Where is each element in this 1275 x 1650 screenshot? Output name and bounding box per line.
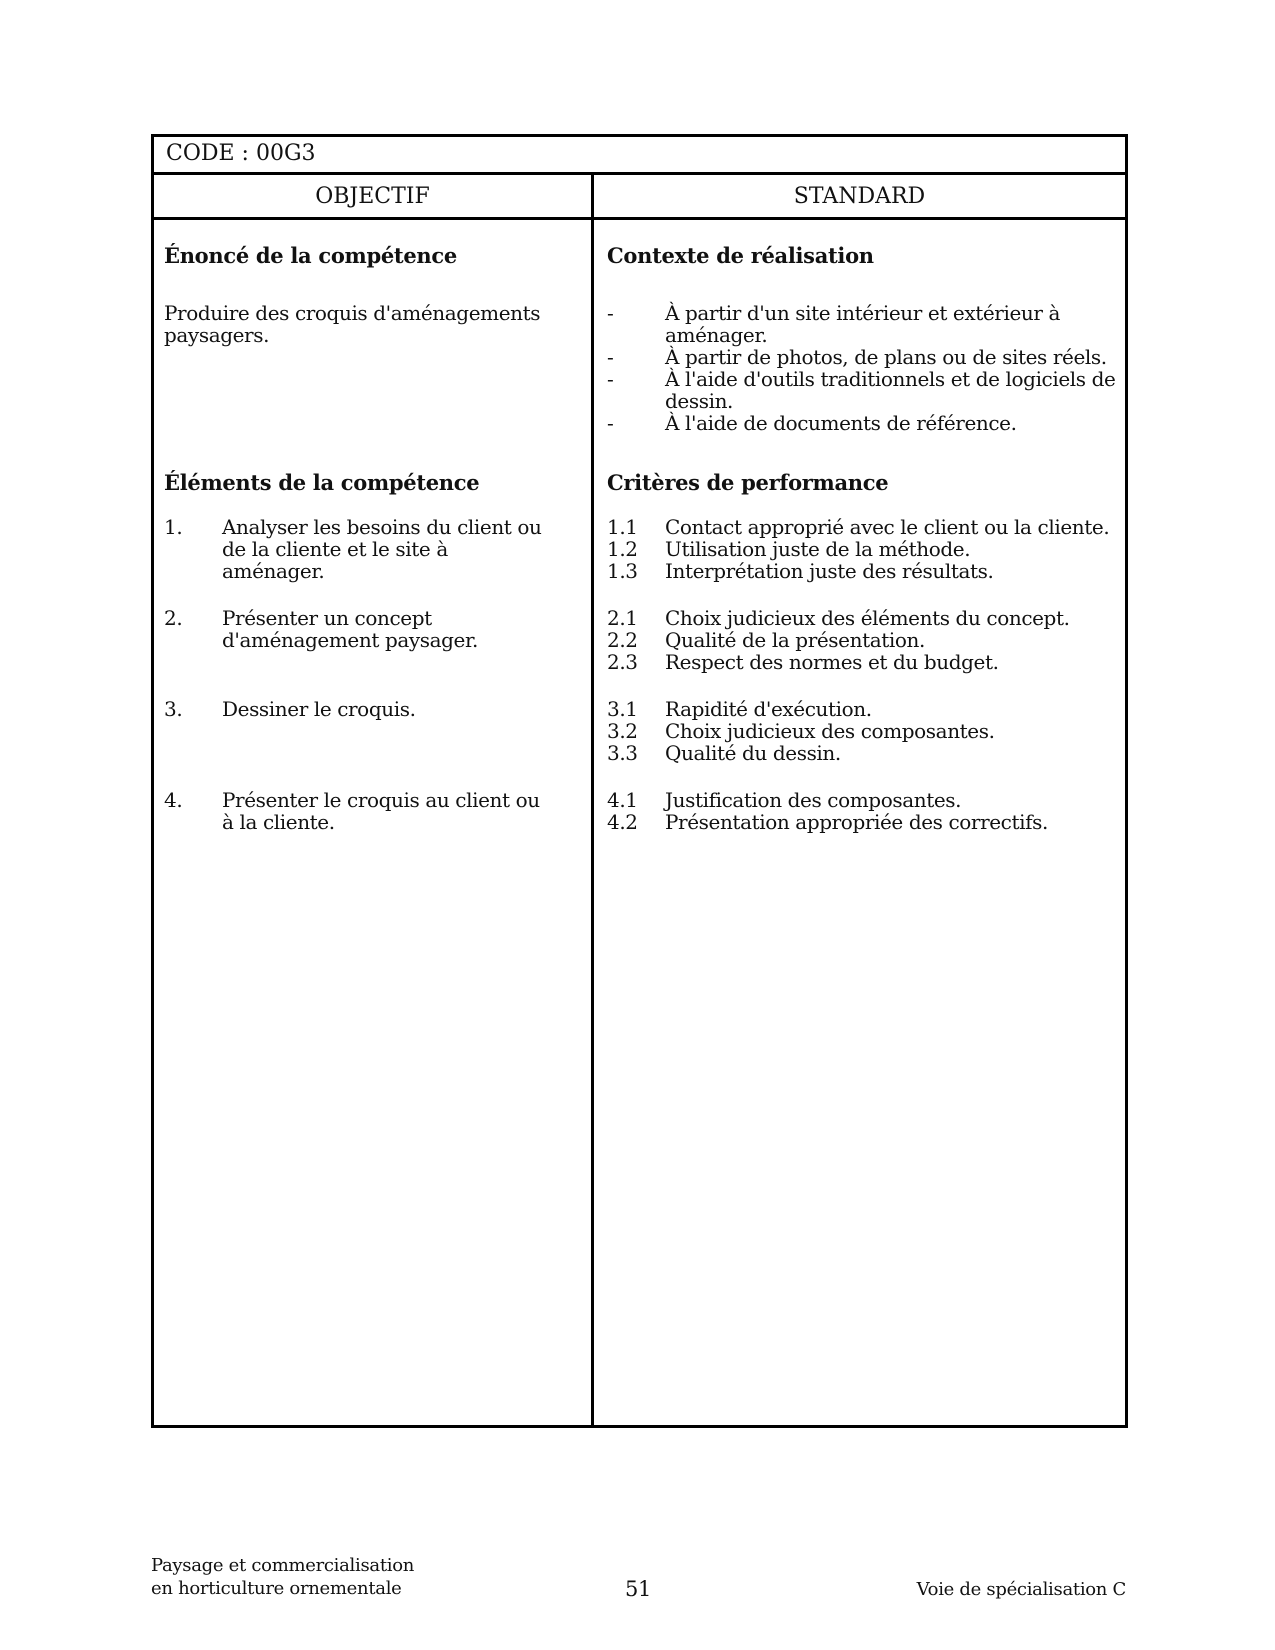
criteres-group bbox=[607, 698, 1117, 764]
bullet: - bbox=[607, 367, 614, 391]
header-standard: STANDARD bbox=[793, 184, 926, 209]
critere-item bbox=[607, 560, 1117, 582]
element-number: 1. bbox=[164, 515, 183, 539]
criteres-group bbox=[607, 607, 1117, 673]
element-text: Analyser les besoins du client ou de la cliente et le site à aménager. bbox=[222, 515, 542, 583]
elements-title: Éléments de la compétence bbox=[164, 470, 480, 495]
critere-text: Contact approprié avec le client ou la cliente. bbox=[665, 515, 1110, 539]
critere-number: 3.3 bbox=[607, 741, 638, 765]
element-text: Présenter un concept d'aménagement paysager. bbox=[222, 606, 478, 652]
critere-number: 2.2 bbox=[607, 628, 638, 652]
critere-item bbox=[607, 516, 1117, 538]
bullet: - bbox=[607, 301, 614, 325]
contexte-text: À partir d'un site intérieur et extérieur à aménager. bbox=[665, 301, 1061, 347]
element-number: 3. bbox=[164, 697, 183, 721]
footer-program-line1: Paysage et commercialisation bbox=[151, 1555, 415, 1576]
critere-number: 4.1 bbox=[607, 788, 638, 812]
contexte-item bbox=[607, 368, 1117, 412]
footer-left bbox=[151, 1554, 414, 1600]
element-item bbox=[164, 789, 549, 833]
critere-item bbox=[607, 698, 1117, 720]
critere-number: 3.1 bbox=[607, 697, 638, 721]
enonce-title: Énoncé de la compétence bbox=[164, 243, 457, 268]
critere-number: 1.1 bbox=[607, 515, 638, 539]
footer-right: Voie de spécialisation C bbox=[916, 1579, 1126, 1600]
bullet: - bbox=[607, 345, 614, 369]
critere-text: Présentation appropriée des correctifs. bbox=[665, 810, 1048, 834]
critere-number: 1.3 bbox=[607, 559, 638, 583]
critere-number: 3.2 bbox=[607, 719, 638, 743]
element-text: Dessiner le croquis. bbox=[222, 697, 416, 721]
header-row bbox=[154, 175, 1125, 220]
code-label: CODE : 00G3 bbox=[154, 137, 1125, 175]
element-item bbox=[164, 516, 549, 582]
critere-text: Choix judicieux des composantes. bbox=[665, 719, 995, 743]
critere-text: Rapidité d'exécution. bbox=[665, 697, 872, 721]
contexte-list bbox=[607, 302, 1117, 434]
footer-program-line2: en horticulture ornementale bbox=[151, 1578, 402, 1599]
critere-item bbox=[607, 607, 1117, 629]
element-number: 2. bbox=[164, 606, 183, 630]
critere-text: Justification des composantes. bbox=[665, 788, 962, 812]
contexte-item bbox=[607, 412, 1117, 434]
objectif-column bbox=[154, 220, 591, 1425]
critere-text: Respect des normes et du budget. bbox=[665, 650, 999, 674]
critere-item bbox=[607, 651, 1117, 673]
contexte-text: À l'aide de documents de référence. bbox=[665, 411, 1017, 435]
critere-text: Interprétation juste des résultats. bbox=[665, 559, 994, 583]
competency-table bbox=[151, 134, 1128, 1428]
contexte-title: Contexte de réalisation bbox=[607, 243, 874, 268]
contexte-item bbox=[607, 346, 1117, 368]
page-number: 51 bbox=[625, 1577, 652, 1601]
critere-item bbox=[607, 811, 1117, 833]
criteres-group bbox=[607, 516, 1117, 582]
critere-item bbox=[607, 742, 1117, 764]
standard-column bbox=[594, 220, 1125, 1425]
critere-item bbox=[607, 720, 1117, 742]
header-objectif: OBJECTIF bbox=[315, 184, 430, 209]
element-number: 4. bbox=[164, 788, 183, 812]
critere-number: 1.2 bbox=[607, 537, 638, 561]
contexte-text: À l'aide d'outils traditionnels et de logiciels de dessin. bbox=[665, 367, 1116, 413]
criteres-title: Critères de performance bbox=[607, 470, 889, 495]
critere-item bbox=[607, 789, 1117, 811]
element-item bbox=[164, 607, 549, 651]
critere-item bbox=[607, 629, 1117, 651]
critere-text: Utilisation juste de la méthode. bbox=[665, 537, 971, 561]
element-text: Présenter le croquis au client ou à la cliente. bbox=[222, 788, 540, 834]
element-item bbox=[164, 698, 549, 720]
contexte-text: À partir de photos, de plans ou de sites réels. bbox=[665, 345, 1107, 369]
critere-text: Qualité de la présentation. bbox=[665, 628, 925, 652]
critere-item bbox=[607, 538, 1117, 560]
critere-text: Qualité du dessin. bbox=[665, 741, 841, 765]
critere-text: Choix judicieux des éléments du concept. bbox=[665, 606, 1070, 630]
critere-number: 4.2 bbox=[607, 810, 638, 834]
bullet: - bbox=[607, 411, 614, 435]
enonce-text: Produire des croquis d'aménagements paysagers. bbox=[164, 301, 541, 347]
critere-number: 2.3 bbox=[607, 650, 638, 674]
contexte-item bbox=[607, 302, 1117, 346]
critere-number: 2.1 bbox=[607, 606, 638, 630]
criteres-group bbox=[607, 789, 1117, 833]
